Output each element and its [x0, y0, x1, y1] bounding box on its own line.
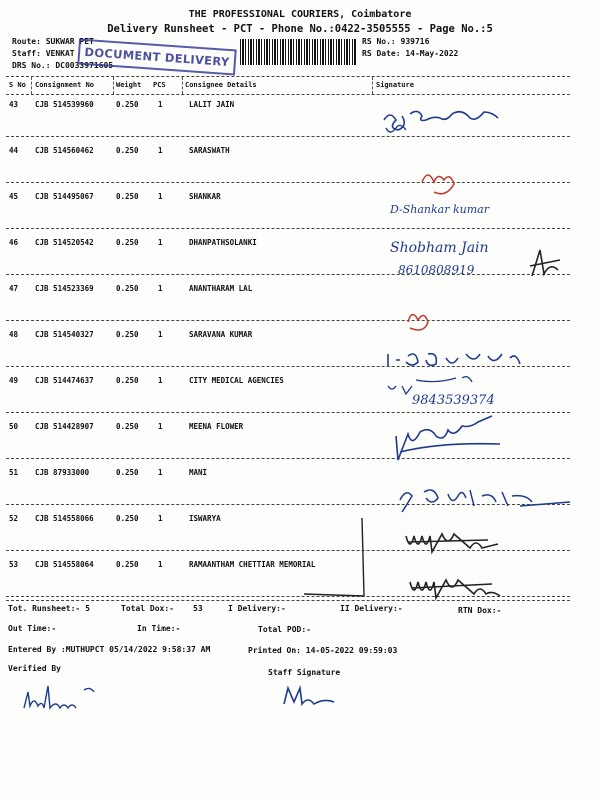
ii-delivery: II Delivery:-	[340, 604, 403, 613]
signature-53	[410, 580, 500, 598]
row-weight: 0.250	[116, 284, 139, 293]
row-sno: 50	[9, 422, 19, 431]
signature-51	[400, 490, 570, 512]
rs-date: RS Date: 14-May-2022	[362, 49, 459, 58]
signature-48-mark	[408, 314, 428, 330]
row-weight: 0.250	[116, 192, 139, 201]
row-pcs: 1	[158, 330, 163, 339]
row-weight: 0.250	[116, 146, 139, 155]
row-weight: 0.250	[116, 330, 139, 339]
row-weight: 0.250	[116, 560, 139, 569]
row-weight: 0.250	[116, 238, 139, 247]
row-sno: 46	[9, 238, 19, 247]
row-sno: 44	[9, 146, 19, 155]
row-sno: 43	[9, 100, 19, 109]
header-top-rule	[6, 76, 570, 77]
row-consignment: CJB 514428907	[35, 422, 94, 431]
verified-by: Verified By	[8, 664, 61, 673]
row-sno: 51	[9, 468, 19, 477]
col-consignment: Consignment No	[35, 81, 95, 89]
signature-46-name: Shobham Jain	[390, 240, 489, 256]
col-consignee: Consignee Details	[185, 81, 257, 89]
row-consignment: CJB 514558064	[35, 560, 94, 569]
row-consignee: MEENA FLOWER	[189, 422, 244, 431]
total-runsheet: Tot. Runsheet:- 5	[8, 604, 90, 613]
row-pcs: 1	[158, 284, 163, 293]
signature-49-phone: 9843539374	[412, 393, 495, 408]
row-weight: 0.250	[116, 514, 139, 523]
runsheet-title: Delivery Runsheet - PCT - Phone No.:0422-3505555 - Page No.:5	[107, 23, 493, 35]
col-divider	[372, 77, 373, 94]
rs-number: RS No.: 939716	[362, 37, 430, 46]
col-divider	[182, 77, 183, 94]
i-delivery: I Delivery:-	[228, 604, 286, 613]
row-weight: 0.250	[116, 376, 139, 385]
row-consignee: ISWARYA	[189, 514, 221, 523]
row-consignee: DHANPATHSOLANKI	[189, 238, 257, 247]
row-consignment: CJB 514520542	[35, 238, 94, 247]
row-consignee: ANANTHARAM LAL	[189, 284, 253, 293]
signature-46-scrawl	[530, 250, 560, 276]
drs-number: DRS No.: DC0033971605	[12, 61, 114, 70]
signature-45-mark	[422, 175, 454, 194]
header-bottom-rule	[6, 94, 570, 95]
row-weight: 0.250	[116, 100, 139, 109]
row-weight: 0.250	[116, 468, 139, 477]
col-signature: Signature	[376, 81, 414, 89]
col-divider	[31, 77, 32, 94]
barcode	[240, 39, 356, 65]
row-consignee: SHANKAR	[189, 192, 221, 201]
total-dox-label: Total Dox:-	[121, 604, 174, 613]
col-pcs: PCS	[153, 81, 166, 89]
col-weight: Weight	[116, 81, 142, 89]
row-sno: 53	[9, 560, 19, 569]
company-title: THE PROFESSIONAL COURIERS, Coimbatore	[188, 9, 412, 20]
document-delivery-stamp: DOCUMENT DELIVERY	[77, 39, 236, 76]
row-pcs: 1	[158, 468, 163, 477]
row-consignee: LALIT JAIN	[189, 100, 235, 109]
row-pcs: 1	[158, 560, 163, 569]
staff-label: Staff: VENKAT	[12, 49, 75, 58]
row-consignment: CJB 514558066	[35, 514, 94, 523]
signature-46-phone: 8610808919	[398, 263, 475, 277]
row-pcs: 1	[158, 514, 163, 523]
col-divider	[113, 77, 114, 94]
entered-by: Entered By :MUTHUPCT 05/14/2022 9:58:37 AM	[8, 645, 211, 654]
row-consignment: CJB 87933000	[35, 468, 90, 477]
row-weight: 0.250	[116, 422, 139, 431]
footer-rule	[6, 600, 570, 601]
staff-signature	[278, 682, 358, 712]
row-pcs: 1	[158, 238, 163, 247]
row-consignee: RAMAANTHAM CHETTIAR MEMORIAL	[189, 560, 316, 569]
out-time: Out Time:-	[8, 624, 57, 633]
in-time: In Time:-	[137, 624, 181, 633]
col-sno: S No	[9, 81, 26, 89]
total-pod: Total POD:-	[258, 625, 311, 634]
row-consignee: SARAVANA KUMAR	[189, 330, 253, 339]
row-sno: 52	[9, 514, 19, 523]
row-consignment: CJB 514560462	[35, 146, 94, 155]
row-pcs: 1	[158, 100, 163, 109]
signature-45-text: D-Shankar kumar	[390, 203, 489, 216]
staff-signature-label: Staff Signature	[268, 668, 341, 677]
signature-52	[406, 534, 498, 552]
signature-50	[396, 416, 500, 460]
row-pcs: 1	[158, 146, 163, 155]
row-consignment: CJB 514474637	[35, 376, 94, 385]
row-sno: 45	[9, 192, 19, 201]
row-pcs: 1	[158, 192, 163, 201]
row-consignment: CJB 514539960	[35, 100, 94, 109]
total-dox-value: 53	[193, 604, 203, 613]
signature-48	[388, 354, 520, 366]
rtn-dox: RTN Dox:-	[458, 606, 502, 615]
row-sno: 49	[9, 376, 19, 385]
signature-43	[384, 111, 498, 130]
signatures-layer	[370, 96, 585, 601]
row-sno: 48	[9, 330, 19, 339]
printed-on: Printed On: 14-05-2022 09:59:03	[248, 646, 398, 655]
route-label: Route: SUKWAR PET	[12, 37, 94, 46]
row-consignee: CITY MEDICAL AGENCIES	[189, 376, 284, 385]
row-consignment: CJB 514495067	[35, 192, 94, 201]
verifier-signature	[14, 680, 124, 720]
row-pcs: 1	[158, 422, 163, 431]
row-consignment: CJB 514523369	[35, 284, 94, 293]
row-pcs: 1	[158, 376, 163, 385]
row-sno: 47	[9, 284, 19, 293]
row-consignee: MANI	[189, 468, 208, 477]
bracket-mark	[300, 512, 370, 602]
row-consignment: CJB 514540327	[35, 330, 94, 339]
row-consignee: SARASWATH	[189, 146, 230, 155]
